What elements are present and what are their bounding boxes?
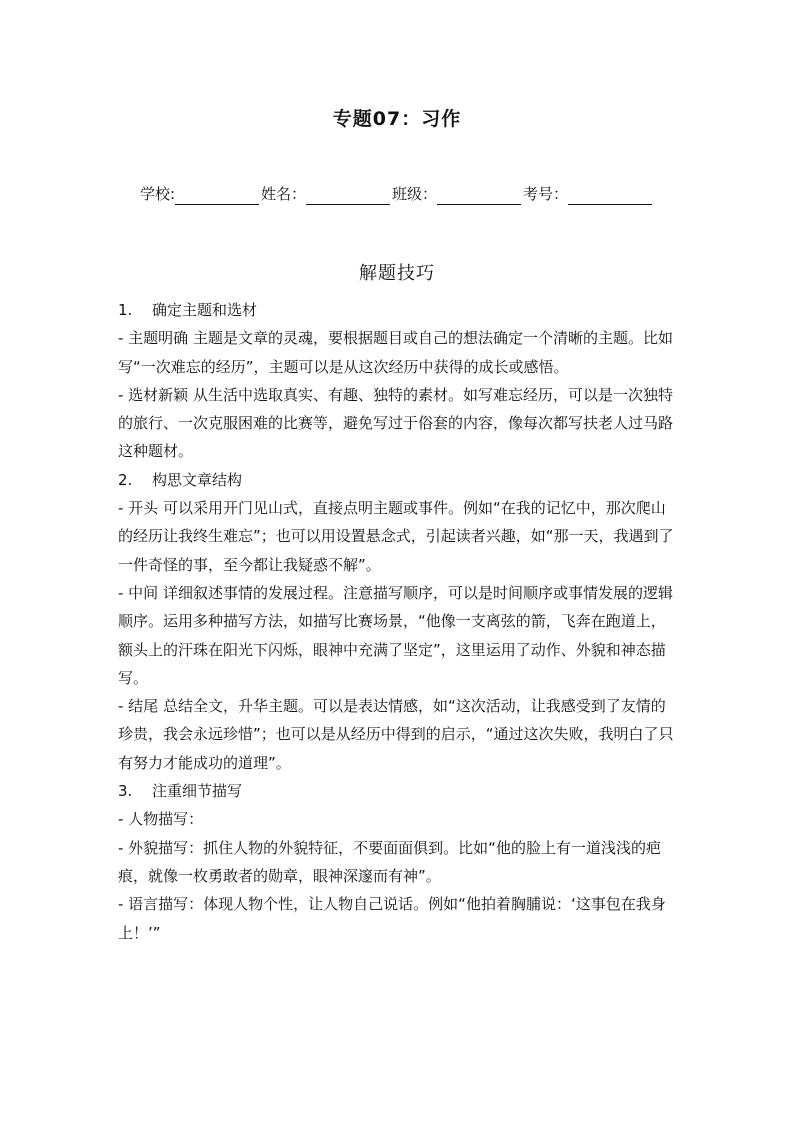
exam-number-blank[interactable] xyxy=(568,186,652,205)
item-number: 1. xyxy=(118,301,133,319)
school-label: 学校: xyxy=(139,185,175,203)
paragraph: - 外貌描写：抓住人物的外貌特征，不要面面俱到。比如“他的脸上有一道浅浅的疤痕，就像一枚勇敢者的勋章，眼神深邃而有神”。 xyxy=(118,838,661,885)
class-field xyxy=(392,183,523,205)
section-heading: 解题技巧 xyxy=(359,263,435,284)
item-number: 2. xyxy=(118,470,133,489)
item-heading: 确定主题和选材 xyxy=(152,301,258,319)
paragraph: - 开头 可以采用开门见山式，直接点明主题或事件。例如“在我的记忆中，那次爬山的经历让我终生难忘”；也可以用设置悬念式，引起读者兴趣，如“那一天，我遇到了一件奇怪的事，至今都让我疑惑不解”。 xyxy=(118,499,674,574)
paragraph: - 中间 详细叙述事情的发展过程。注意描写顺序，可以是时间顺序或事情发展的逻辑顺序。运用多种描写方法，如描写比赛场景，“他像一支离弦的箭，飞奔在跑道上，额头上的汗珠在阳光下闪烁，眼神中充满了坚定”，这里运用了动作、外貌和神态描写。 xyxy=(118,583,673,687)
paragraph: - 选材新颖 从生活中选取真实、有趣、独特的素材。如写难忘经历，可以是一次独特的旅行、一次克服困难的比赛等，避免写过于俗套的内容，像每次都写扶老人过马路这种题材。 xyxy=(118,385,674,461)
school-blank[interactable] xyxy=(175,186,259,205)
name-label: 姓名： xyxy=(261,185,307,203)
paragraph: - 主题明确 主题是文章的灵魂，要根据题目或自己的想法确定一个清晰的主题。比如写“一次难忘的经历”，主题可以是从这次经历中获得的成长或感悟。 xyxy=(118,329,673,376)
page-title: 专题07：习作 xyxy=(332,108,462,130)
numbered-heading xyxy=(118,777,680,805)
item-number: 3. xyxy=(118,782,133,801)
class-label: 班级： xyxy=(392,185,438,203)
exam-number-field xyxy=(523,183,654,205)
name-field xyxy=(261,183,392,205)
numbered-heading xyxy=(118,296,680,324)
paragraph: - 结尾 总结全文，升华主题。可以是表达情感，如“这次活动，让我感受到了友情的珍贵，我会永远珍惜”；也可以是从经历中得到的启示，“通过这次失败，我明白了只有努力才能成功的道理”。 xyxy=(118,697,674,772)
numbered-heading xyxy=(118,466,680,494)
item-heading: 构思文章结构 xyxy=(152,470,243,489)
body-text xyxy=(118,296,680,947)
paragraph: - 人物描写： xyxy=(118,810,204,829)
item-heading: 注重细节描写 xyxy=(152,782,243,801)
class-blank[interactable] xyxy=(437,186,521,205)
school-field xyxy=(140,183,261,205)
paragraph: - 语言描写：体现人物个性，让人物自己说话。例如“他拍着胸脯说：‘这事包在我身上！’” xyxy=(118,895,666,942)
name-blank[interactable] xyxy=(306,186,390,205)
student-info-line xyxy=(0,183,794,205)
exam-number-label: 考号： xyxy=(523,185,569,203)
